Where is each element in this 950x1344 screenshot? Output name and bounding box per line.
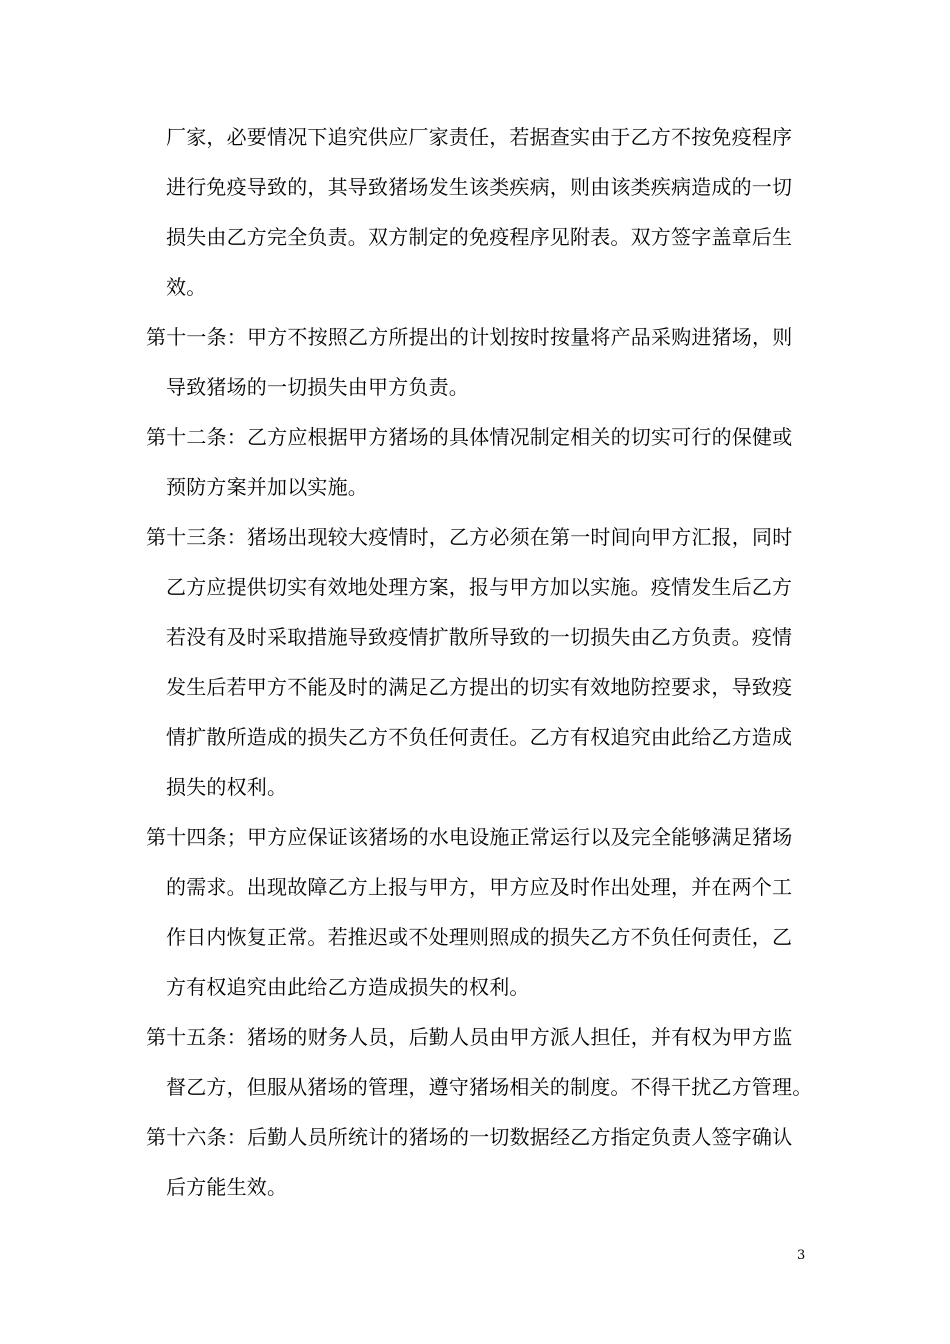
paragraph-line: 损失由乙方完全负责。双方制定的免疫程序见附表。双方签字盖章后生 [166,225,793,249]
article-line: 第十三条：猪场出现较大疫情时，乙方必须在第一时间向甲方汇报，同时 [146,525,793,549]
article-line: 情扩散所造成的损失乙方不负任何责任。乙方有权追究由此给乙方造成 [166,725,793,749]
article-line: 方有权追究由此给乙方造成损失的权利。 [166,975,530,999]
paragraph-line: 效。 [166,275,207,299]
article-line: 第十六条：后勤人员所统计的猪场的一切数据经乙方指定负责人签字确认 [146,1125,793,1149]
article-line: 导致猪场的一切损失由甲方负责。 [166,375,469,399]
article-line: 督乙方，但服从猪场的管理，遵守猪场相关的制度。不得干扰乙方管理。 [166,1075,813,1099]
article-line: 的需求。出现故障乙方上报与甲方，甲方应及时作出处理，并在两个工 [166,875,793,899]
article-line: 作日内恢复正常。若推迟或不处理则照成的损失乙方不负任何责任，乙 [166,925,793,949]
paragraph-line: 进行免疫导致的，其导致猪场发生该类疾病，则由该类疾病造成的一切 [166,175,793,199]
article-line: 损失的权利。 [166,775,288,799]
article-line: 第十四条；甲方应保证该猪场的水电设施正常运行以及完全能够满足猪场 [146,825,793,849]
article-line: 发生后若甲方不能及时的满足乙方提出的切实有效地防控要求，导致疫 [166,675,793,699]
page-number: 3 [797,1248,806,1263]
article-line: 第十五条：猪场的财务人员，后勤人员由甲方派人担任，并有权为甲方监 [146,1025,793,1049]
article-line: 乙方应提供切实有效地处理方案，报与甲方加以实施。疫情发生后乙方 [166,575,793,599]
article-line: 第十一条：甲方不按照乙方所提出的计划按时按量将产品采购进猪场，则 [146,325,793,349]
article-line: 后方能生效。 [166,1175,288,1199]
article-line: 第十二条：乙方应根据甲方猪场的具体情况制定相关的切实可行的保健或 [146,425,793,449]
article-line: 预防方案并加以实施。 [166,475,368,499]
article-line: 若没有及时采取措施导致疫情扩散所导致的一切损失由乙方负责。疫情 [166,625,793,649]
paragraph-line: 厂家，必要情况下追究供应厂家责任，若据查实由于乙方不按免疫程序 [166,125,793,149]
